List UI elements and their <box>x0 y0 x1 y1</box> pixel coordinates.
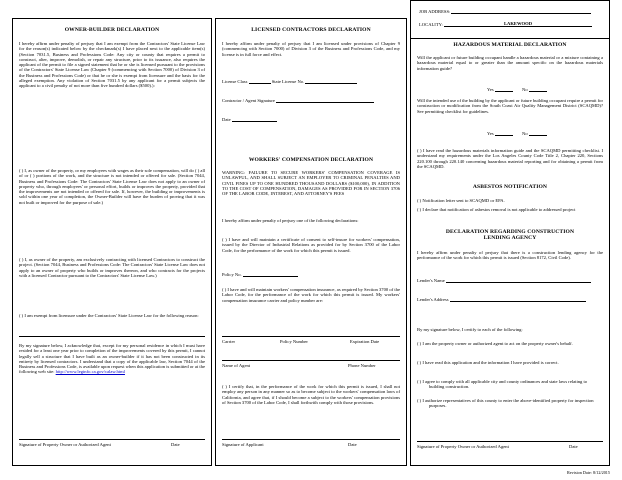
workers-comp-warning: WARNING: FAILURE TO SECURE WORKERS' COMPENSATION COVERAGE IS UNLAWFUL, AND SHALL SUBJECT AN EMPLOYER TO CRIMINAL PENALTIES AND CIVIL FINES UP TO ONE HUNDRED THOUSAND DOLLARS ($100,000), IN ADDITION TO THE COST OF COMPENSATION, DAMAGES AS PROVIDED FOR IN SECTION 3706 OF THE LABOR CODE, INTEREST, AND ATTORNEY'S FEES <box>222 170 400 197</box>
expiration-date-label: Expiration Date <box>350 339 380 344</box>
lending-title-line-1: DECLARATION REGARDING CONSTRUCTION <box>445 229 575 235</box>
lending-title-line-2: LENDING AGENCY <box>483 235 537 241</box>
applicant-date-label: Date <box>348 442 357 447</box>
asbestos-title: ASBESTOS NOTIFICATION <box>472 184 548 190</box>
certify-option-4[interactable]: ( ) I authorize representatives of this county to enter the above-identified property for inspection purposes. <box>417 398 594 409</box>
owner-builder-intro: I hereby affirm under penalty of perjury that I am exempt from the Contractors' State License Law for the reason(s) indicated below by the checkmark(s) I have placed next to the applicable item(s) (Section 7031.5, Business and Professions Code: Any city or county that requires a permit to construct, alter, improve, demolish, or repair any structure, prior to its issuance, also requires the applicant of the permit to file a signed statement that he or she is licensed pursuant to the provisions of the Contractors' State License Law (Chapter 9 (commencing with Section 7000) of Division 3 of the Business and Professions Code) or that he or she is exempt from licensure and the basis for the alleged exemption. Any violation of Section 7031.5 by any applicant for a permit subjects the applicant to a civil penalty of not more than five hundred dollars ($500).): <box>19 41 205 89</box>
state-license-line <box>305 83 357 84</box>
workers-comp-option-3[interactable]: ( ) I certify that, in the performance of the work for which this permit is issued, I shall not employ any person in any manner so as to become subject to the workers' compensation laws of California, and agree that, if I should become a subject to the workers' compensation provisions of Section 3700 of the Labor Code, I shall forthwith comply with those provisions. <box>222 384 400 405</box>
q2-yes-line <box>495 135 513 136</box>
phone-number-label: Phone Number <box>348 363 376 368</box>
certify-date-label: Date <box>569 444 578 449</box>
lender-name-line <box>446 282 591 283</box>
locality-field[interactable] <box>419 21 592 27</box>
owner-builder-option-2[interactable]: ( ) I, as owner of the property, am exclusively contracting with licensed Contractors to construct the project. (Section 7044, Business and Professions Code: The Contractors' State License Law does not apply to an owner of property who builds or improves thereon, and who contracts for the projects with a licensed Contractor pursuant to the Contractors' State License Law.) <box>19 257 205 278</box>
carrier-label: Carrier <box>222 339 236 344</box>
locality-label: LOCALITY: <box>419 22 443 27</box>
license-class-field[interactable] <box>222 79 357 84</box>
contractor-signature-field[interactable] <box>222 98 374 103</box>
hazardous-question-2: Will the intended use of the building by the applicant or future building occupant require a permit for construction or modification from the South Coast Air Quality Management District (SCAQMD)? See permitting checklist for guidelines. <box>417 98 603 114</box>
leginfo-link[interactable]: http://www.leginfo.ca.gov/calaw.html <box>55 369 125 375</box>
owner-signature-label: Signature of Property Owner or Authorized Agent <box>19 442 111 447</box>
contractor-date-field[interactable] <box>222 117 277 122</box>
contractor-date-line <box>232 121 277 122</box>
locality-value: LAKEWOOD <box>444 21 592 27</box>
workers-comp-affirm: I hereby affirm under penalty of perjury one of the following declarations: <box>222 218 359 223</box>
license-class-label: License Class <box>222 79 248 84</box>
applicant-signature-label: Signature of Applicant <box>222 442 264 447</box>
contractors-title: LICENSED CONTRACTORS DECLARATION <box>251 27 371 33</box>
policy-number-label: Policy Number <box>280 339 308 344</box>
hazardous-acknowledgement[interactable]: ( ) I have read the hazardous materials information guide and the SCAQMD permitting checklist. I understand my requirements under the Los Angeles County Code Title 2, Chapter 220, Sections 220.100 through 220.140 concerning hazardous material reporting and for obtaining a permit from the SCAQMD. <box>417 148 603 169</box>
hazardous-question-1: Will the applicant or future building occupant handle a hazardous material or a mixture containing a hazardous material equal to or greater than the amount specific on the hazardous materials information guide? <box>417 55 603 71</box>
q1-no-label: No <box>522 87 528 92</box>
owner-date-label: Date <box>171 442 180 447</box>
policy-no-line <box>243 276 298 277</box>
workers-comp-title: WORKERS' COMPENSATION DECLARATION <box>248 157 374 163</box>
q1-yes-line <box>495 91 513 92</box>
job-address-label: JOB ADDRESS: <box>419 9 451 14</box>
certify-signature-label: Signature of Property Owner or Authorized Agent <box>417 444 509 449</box>
lender-address-label: Lender's Address <box>417 297 449 302</box>
hazardous-q1-answer[interactable] <box>487 87 547 92</box>
certify-option-3[interactable]: ( ) I agree to comply with all applicable city and county ordinances and state laws relating to building construction. <box>417 379 588 390</box>
asbestos-option-1[interactable]: ( ) Notification letter sent to SCAQMD or EPA. <box>417 198 505 203</box>
lender-name-label: Lender's Name <box>417 278 445 283</box>
owner-signature-line[interactable] <box>19 439 205 440</box>
job-address-box <box>410 0 610 38</box>
certify-option-1[interactable]: ( ) I am the property owner or authorized agent to act on the property owner's behalf. <box>417 341 573 346</box>
job-address-line <box>451 13 591 14</box>
lender-address-field[interactable] <box>417 297 586 302</box>
job-address-field[interactable] <box>419 9 591 14</box>
lending-text: I hereby affirm under penalty of perjury that there is a construction lending agency for the performance of the work for which this permit is issued (Section 8172, Civil Code). <box>417 250 603 261</box>
contractors-intro: I hereby affirm under penalty of perjury that I am licensed under provisions of Chapter 9 (commencing with Section 7000) of Division 3 of the Business and Professions Code, and my license is in full force and effect. <box>222 41 400 57</box>
carrier-line[interactable] <box>222 336 400 337</box>
hazardous-section <box>410 38 610 466</box>
policy-no-field[interactable] <box>222 272 298 277</box>
workers-comp-option-1[interactable]: ( ) I have and will maintain a certificate of consent to self-insure for workers' compensation, issued by the Director of Industrial Relations as provided for by Section 3700 of the Labor Code, for the performance of the work for which this permit is issued. <box>222 237 400 253</box>
revision-date: Revision Date: 8/12/2015 <box>566 470 610 475</box>
q1-no-line <box>529 91 547 92</box>
state-license-label: State License No. <box>271 79 305 84</box>
asbestos-option-2[interactable]: ( ) I declare that notification of asbestos removal is not applicable to addressed project <box>417 207 576 212</box>
contractor-signature-label: Contractor / Agent Signature <box>222 98 275 103</box>
owner-builder-section <box>12 18 212 466</box>
applicant-signature-line[interactable] <box>222 439 400 440</box>
policy-no-label: Policy No. <box>222 272 242 277</box>
certify-option-2[interactable]: ( ) I have read this application and the information I have provided is correct. <box>417 360 559 365</box>
owner-builder-option-3[interactable]: ( ) I am exempt from licensure under the Contractors' State License Law for the following reason: <box>19 313 199 318</box>
license-class-line <box>249 83 271 84</box>
owner-builder-title: OWNER-BUILDER DECLARATION <box>64 27 160 33</box>
contractor-signature-line <box>276 102 374 103</box>
certify-signature-line[interactable] <box>417 441 603 442</box>
q2-no-label: No <box>522 131 528 136</box>
lender-name-field[interactable] <box>417 278 591 283</box>
certify-intro: By my signature below, I certify to each of the following: <box>417 327 523 332</box>
contractors-section <box>215 18 407 466</box>
acknowledgement-text: By my signature below, I acknowledge that, except for my personal residence in which I must have resided for a least one year prior to completion of the improvements covered by this permit, I cannot legally sell a structure that I have built as an owner-builder if it has not been constructed in its entirety by licensed contractors. I understand that a copy of the applicable law, Section 7044 of the Business and Professions Code, is available upon request when this application is submitted or at the following web site: <box>19 343 205 375</box>
owner-builder-acknowledgement <box>19 343 205 375</box>
q2-yes-label: Yes <box>487 131 494 136</box>
q2-no-line <box>529 135 547 136</box>
agent-name-label: Name of Agent <box>222 363 251 368</box>
owner-builder-option-1[interactable]: ( ) I, as owner of the property, or my employees with wages as their sole compensation, will do ( ) all of or ( ) portions of the work, and the structure is not intended or offered for sale. (Section 7044, Business and Professions Code: The Contractors' State License Law does not apply to an owner of property who, through employees' or personal effort, builds or improves the property, provided that the improvements are not intended or offered for sale. If, however, the building or improvements is sold within one year of completion, the Owner-Builder will have the burden of proving that it was not built or improved for the purpose of sale.) <box>19 168 205 205</box>
agent-line[interactable] <box>222 360 400 361</box>
hazardous-q2-answer[interactable] <box>487 131 547 136</box>
exemption-reason-line[interactable] <box>19 336 205 337</box>
lending-title <box>417 229 603 241</box>
lender-address-line <box>450 301 586 302</box>
contractor-date-label: Date <box>222 117 231 122</box>
q1-yes-label: Yes <box>487 87 494 92</box>
workers-comp-option-2[interactable]: ( ) I have and will maintain workers' compensation insurance, as required by Section 3700 of the Labor Code, for the performance of the work for which this permit is issued. My workers' compensation insurance carrier and policy number are: <box>222 287 400 303</box>
hazardous-title: HAZARDOUS MATERIAL DECLARATION <box>453 42 567 48</box>
